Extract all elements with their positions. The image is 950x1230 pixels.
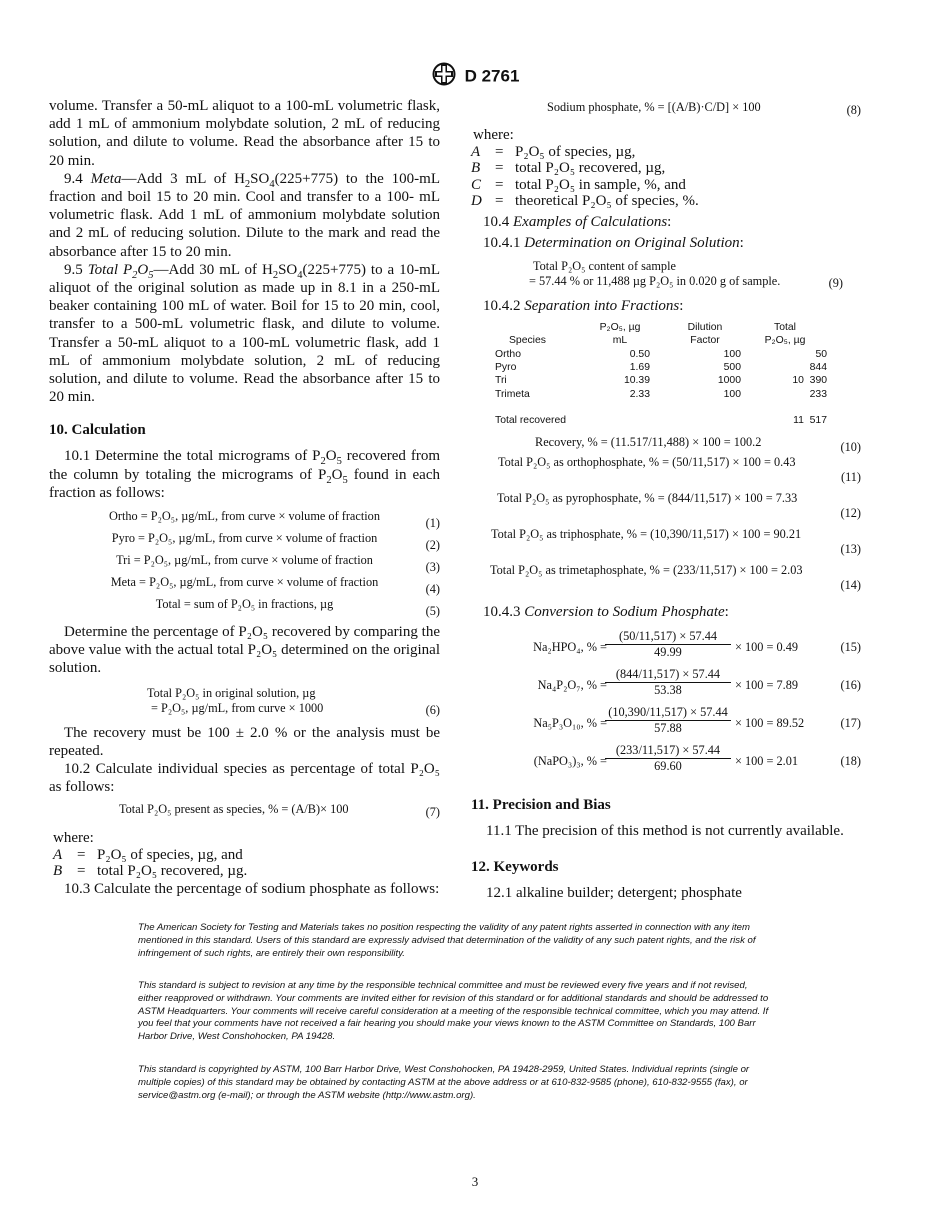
paragraph-determine: Determine the percentage of P₂O₅ recovered by comparing the above value with the actual total P₂O₅ determined on the original solution.: [49, 624, 440, 677]
paragraph-recovery: The recovery must be 100 ± 2.0 % or the analysis must be repeated.: [49, 724, 440, 759]
paragraph-10-3: 10.3 Calculate the percentage of sodium phosphate as follows:: [64, 880, 440, 897]
paragraph-continued: volume. Transfer a 50-mL aliquot to a 100-mL volumetric flask, add 1 mL of ammonium molybdate solution, 2 mL of reducing solution, and dilute to volume. Read the absorbance after 15 to 20 min.: [49, 98, 440, 169]
astm-logo-icon: [431, 62, 457, 91]
equation-10: Recovery, % = (11.517/11,488) × 100 = 100.2 (10): [535, 435, 861, 455]
table-row: Tri 10.39 1000 10 390: [495, 375, 827, 387]
table-row: Ortho 0.50 100 50: [495, 348, 827, 360]
section-heading-11: 11. Precision and Bias: [471, 797, 611, 814]
paragraph-10-2: 10.2 Calculate individual species as percentage of total P₂O₅ as follows:: [49, 761, 440, 796]
equation-16: Na₄P₂O₇, % = (844/11,517) × 57.44 53.38 × 100 = 7.89 (16): [537, 667, 861, 698]
equation-6: Total P₂O₅ in original solution, µg = P₂O₅, µg/mL, from curve × 1000 (6): [147, 685, 440, 717]
table-row: Trimeta 2.33 100 233: [495, 388, 827, 400]
heading-10-4-1: 10.4.1 Determination on Original Solution:: [483, 234, 744, 251]
page-header: [0, 62, 950, 91]
equation-13: Total P₂O₅ as triphosphate, % = (10,390/11,517) × 100 = 90.21 (13): [491, 527, 861, 557]
conversion-equations: [471, 629, 861, 781]
where-list-7: where: A = P₂O₅ of species, µg, and B = total P₂O₅ recovered, µg.: [53, 830, 248, 880]
table-row: Pyro 1.69 500 844: [495, 362, 827, 373]
paragraph-12-1: 12.1 alkaline builder; detergent; phosphate: [486, 884, 742, 901]
equation-15: Na₂HPO₄, % = (50/11,517) × 57.44 49.99 × 100 = 0.49 (15): [533, 629, 861, 660]
equation-14: Total P₂O₅ as trimetaphosphate, % = (233/11,517) × 100 = 2.03 (14): [490, 563, 861, 593]
equation-9: Total P₂O₅ content of sample = 57.44 % or 11,488 µg P₂O₅ in 0.020 g of sample. (9): [529, 258, 843, 290]
equation-17: Na₅P₃O₁₀, % = (10,390/11,517) × 57.44 57.88 × 100 = 89.52 (17): [533, 705, 861, 736]
notice-copyright: This standard is copyrighted by ASTM, 100 Barr Harbor Drive, West Conshohocken, PA 19428-2959, United States. Individual reprints (single or multiple copies) of this standard may be obtained by contacting ASTM at the above address or at 610-832-9585 (phone), 610-832-9555 (fax), or service@astm.org (e-mail); or through the ASTM website (http://www.astm.org).: [138, 1064, 750, 1101]
equation-11: Total P₂O₅ as orthophosphate, % = (50/11,517) × 100 = 0.43 (11): [498, 455, 861, 485]
equation: Ortho = P₂O₅, µg/mL, from curve × volume of fraction (1): [109, 509, 440, 531]
designation: D 2761: [464, 66, 520, 86]
equations-1-5: [49, 509, 440, 619]
notice-patent: The American Society for Testing and Materials takes no position respecting the validity of any patent rights asserted in connection with any item mentioned in this standard. Users of this standard are expressly advised that determination of the validity of any such patent rights, and the risk of infringement of such rights, are entirely their own responsibility.: [138, 922, 756, 959]
equation-12: Total P₂O₅ as pyrophosphate, % = (844/11,517) × 100 = 7.33 (12): [497, 491, 861, 521]
section-heading-12: 12. Keywords: [471, 858, 559, 875]
section-heading-10: 10. Calculation: [49, 422, 146, 439]
fractions-table: [495, 321, 861, 427]
left-column: [49, 97, 440, 898]
where-list-8: where: A = P₂O₅ of species, µg, B = total P₂O₅ recovered, µg, C = total P₂O₅ in sample, %, and D = theoretical P₂O₅ of species, %.: [471, 127, 699, 209]
heading-10-4: 10.4 Examples of Calculations:: [483, 213, 672, 230]
table-total-row: Total recovered 11 517: [495, 414, 827, 426]
equation: Tri = P₂O₅, µg/mL, from curve × volume of fraction (3): [116, 553, 440, 575]
equation-8: Sodium phosphate, % = [(A/B)·C/D] × 100 (8): [547, 100, 861, 117]
paragraph-10-1: 10.1 Determine the total micrograms of $P_2O_5$ recovered from the column by totaling the micrograms of $P_2O_5$ found in each fraction as follows:: [49, 448, 440, 501]
heading-10-4-2: 10.4.2 Separation into Fractions:: [483, 297, 684, 314]
page-number: 3: [471, 1174, 479, 1189]
heading-10-4-3: 10.4.3 Conversion to Sodium Phosphate:: [483, 604, 729, 621]
equation: Total = sum of P₂O₅ in fractions, µg (5): [155, 597, 440, 619]
right-column: [471, 97, 861, 902]
paragraph-11-1: 11.1 The precision of this method is not currently available.: [486, 823, 844, 840]
equation: Meta = P₂O₅, µg/mL, from curve × volume of fraction (4): [110, 575, 440, 597]
equation: Pyro = P₂O₅, µg/mL, from curve × volume of fraction (2): [111, 531, 440, 553]
paragraph-9-5: 9.5 Total $P_2O_5—Add$ 30 mL of $H_2SO_4(225+775)$ to a 10-mL aliquot of the original solution as made up in 8.1 in a 250-mL beaker containing 100 mL of water. Boil for 15 to 20 min, cool, transfer to a 500-mL volumetric flask, and dilute to volume. Transfer a 50-mL aliquot to a 100-mL volumetric flask, add 1 mL of ammonium molybdate solution, 2 mL of reducing solution, and dilute to volume. Read the absorbance after 15 to 20 min.: [49, 261, 441, 406]
equation-7: Total P₂O₅ present as species, % = (A/B)× 100 (7): [119, 802, 440, 820]
equation-18: (NaPO₃)₃, % = (233/11,517) × 57.44 69.60 × 100 = 2.01 (18): [533, 743, 861, 774]
table-header-row: Species mL Factor P₂O₅, µg: [509, 335, 806, 347]
notice-revision: This standard is subject to revision at any time by the responsible technical committee and must be reviewed every five years and if not revised, either reapproved or withdrawn. Your comments are invited either for revision of this standard or for additional standards and should be addressed to ASTM Headquarters. Your comments will receive careful consideration at a meeting of the responsible technical committee, which you may attend. If you feel that your comments have not received a fair hearing you should make your views known to the ASTM Committee on Standards, 100 Barr Harbor Drive, West Conshohocken, PA 19428.: [138, 980, 769, 1043]
table-header-row: P₂O₅, µg Dilution Total: [599, 322, 796, 334]
paragraph-9-4: 9.4 Meta—Add 3 mL of $H_2SO_4(225+775)$ to the 100-mL fraction and boil 15 to 20 min. Cool and transfer to a 100- mL volumetric flask. Add 1 mL of ammonium molybdate solution and 2 mL of reducing solution. Dilute to the mark and read the absorbance after 15 to 20 min.: [49, 170, 441, 260]
